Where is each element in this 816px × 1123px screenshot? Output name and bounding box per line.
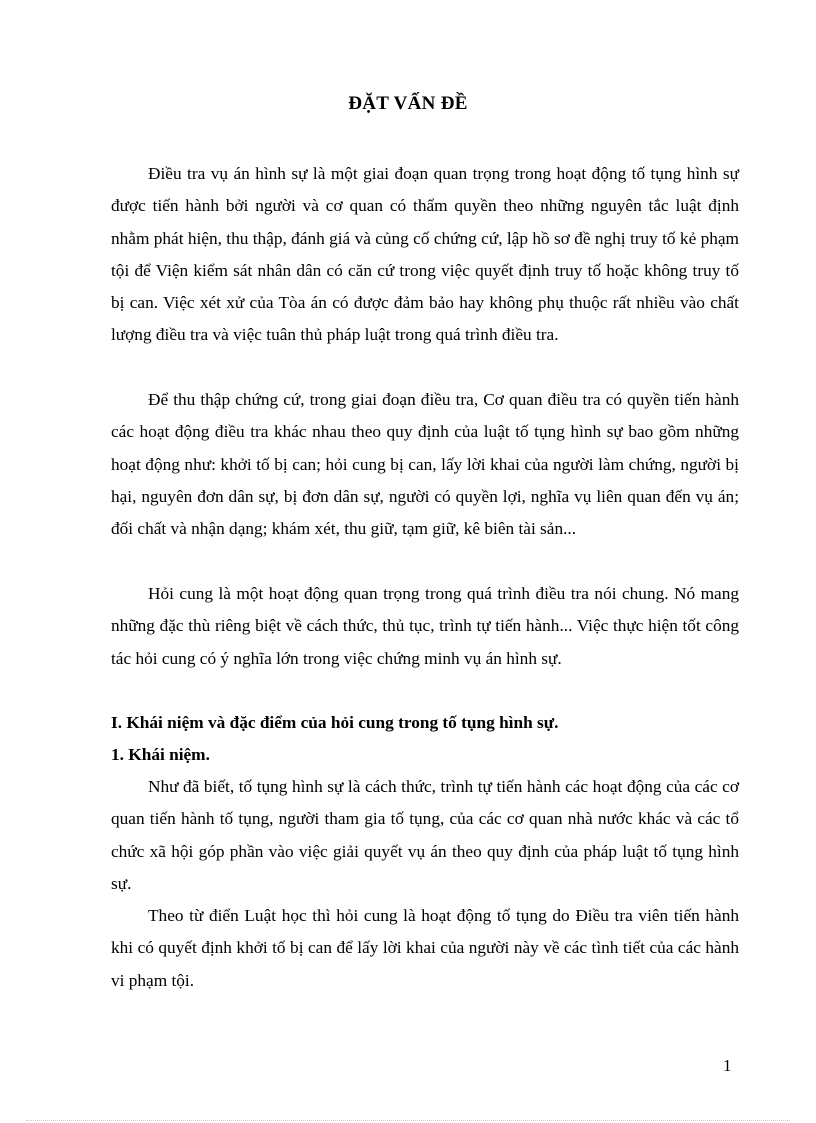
document-title: ĐẶT VẤN ĐỀ xyxy=(348,93,468,114)
paragraph-interrogation-importance: Hỏi cung là một hoạt động quan trọng trong quá trình điều tra nói chung. Nó mang những đặc thù riêng biệt về cách thức, thủ tục, trình tự tiến hành... Việc thực hiện tốt công tác hỏi cung có ý nghĩa lớn trong việc chứng minh vụ án hình sự. xyxy=(111,584,739,668)
paragraph-introduction: Điều tra vụ án hình sự là một giai đoạn quan trọng trong hoạt động tố tụng hình sự được tiến hành bởi người và cơ quan có thẩm quyền theo những nguyên tắc luật định nhằm phát hiện, thu thập, đánh giá và củng cố chứng cứ, lập hồ sơ đề nghị truy tố kẻ phạm tội để Viện kiểm sát nhân dân có căn cứ trong việc quyết định truy tố hoặc không truy tố bị can. Việc xét xử của Tòa án có được đảm bảo hay không phụ thuộc rất nhiều vào chất lượng điều tra và việc tuân thủ pháp luật trong quá trình điều tra. xyxy=(111,164,739,345)
paragraph-dictionary-definition: Theo từ điển Luật học thì hỏi cung là hoạt động tố tụng do Điều tra viên tiến hành khi có quyết định khởi tố bị can để lấy lời khai của người này về các tình tiết của các hành vi phạm tội. xyxy=(111,906,739,990)
paragraph-definition-procedure: Như đã biết, tố tụng hình sự là cách thức, trình tự tiến hành các hoạt động của các cơ quan tiến hành tố tụng, người tham gia tố tụng, của các cơ quan nhà nước khác và các tổ chức xã hội góp phần vào việc giải quyết vụ án theo quy định của pháp luật tố tụng hình sự. xyxy=(111,777,739,893)
section-heading: I. Khái niệm và đặc điểm của hỏi cung trong tố tụng hình sự. xyxy=(111,713,559,732)
page-bottom-divider xyxy=(26,1120,790,1121)
paragraph-evidence-collection: Để thu thập chứng cứ, trong giai đoạn điều tra, Cơ quan điều tra có quyền tiến hành các hoạt động điều tra khác nhau theo quy định của luật tố tụng hình sự bao gồm những hoạt động như: khởi tố bị can; hỏi cung bị can, lấy lời khai của người làm chứng, người bị hại, nguyên đơn dân sự, bị đơn dân sự, người có quyền lợi, nghĩa vụ liên quan đến vụ án; đối chất và nhận dạng; khám xét, thu giữ, tạm giữ, kê biên tài sản... xyxy=(111,390,739,539)
subsection-heading: 1. Khái niệm. xyxy=(111,745,210,764)
page-number: 1 xyxy=(723,1056,732,1075)
